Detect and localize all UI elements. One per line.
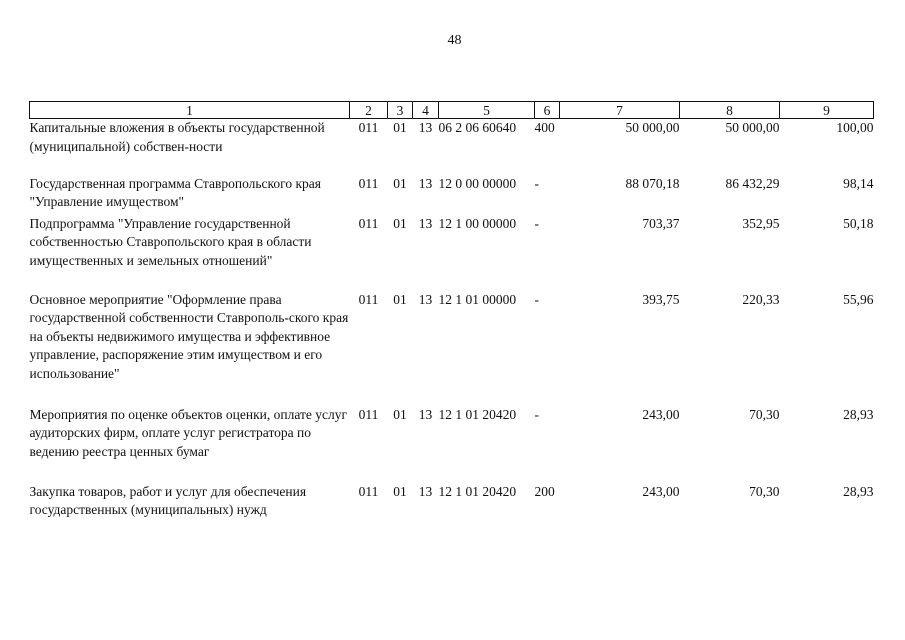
row-subsection-code: 13	[418, 215, 433, 231]
row-subsection-code: 13	[418, 406, 433, 422]
budget-table	[29, 101, 874, 523]
row-expense-kind: 400	[534, 120, 555, 135]
row-target-code: 06 2 06 60640	[438, 120, 517, 135]
row-executed-amount: 352,95	[742, 215, 780, 231]
row-name: Капитальные вложения в объекты государственной (муниципальной) собствен-ности	[29, 120, 325, 154]
row-executed-amount: 70,30	[749, 406, 780, 422]
row-execution-percent: 28,93	[843, 406, 874, 422]
row-section-code: 01	[393, 120, 407, 135]
row-section-code: 01	[393, 291, 407, 307]
row-target-code: 12 1 01 00000	[438, 291, 517, 307]
table-row	[30, 215, 874, 291]
row-planned-amount: 88 070,18	[625, 175, 680, 191]
row-target-code: 12 1 01 20420	[438, 483, 517, 499]
row-target-code: 12 1 01 20420	[438, 406, 517, 422]
column-header-5: 5	[439, 102, 535, 119]
row-planned-amount: 243,00	[642, 483, 680, 499]
column-header-4: 4	[413, 102, 439, 119]
row-subsection-code: 13	[418, 175, 433, 191]
table-row	[30, 175, 874, 215]
column-header-9: 9	[780, 102, 874, 119]
column-number-row	[30, 102, 874, 119]
row-ministry-code: 011	[358, 175, 379, 191]
row-name: Основное мероприятие "Оформление права государственной собственности Ставрополь-ского края на объекты недвижимого имущества и эффективное управление, распоряжение этим имуществом и его использование"	[29, 291, 349, 381]
row-ministry-code: 011	[358, 291, 379, 307]
row-planned-amount: 50 000,00	[625, 120, 680, 135]
table-row	[30, 483, 874, 523]
column-header-1: 1	[30, 102, 350, 119]
row-executed-amount: 86 432,29	[725, 175, 780, 191]
row-execution-percent: 98,14	[843, 175, 874, 191]
row-executed-amount: 220,33	[742, 291, 780, 307]
row-section-code: 01	[393, 215, 407, 231]
row-execution-percent: 50,18	[843, 215, 874, 231]
row-name: Государственная программа Ставропольского края "Управление имуществом"	[29, 175, 321, 209]
row-executed-amount: 70,30	[749, 483, 780, 499]
row-subsection-code: 13	[418, 120, 433, 135]
row-planned-amount: 243,00	[642, 406, 680, 422]
row-name: Подпрограмма "Управление государственной собственностью Ставропольского края в области имущественных и земельных отношений"	[29, 215, 312, 268]
table-row	[30, 119, 874, 175]
column-header-8: 8	[680, 102, 780, 119]
row-name: Закупка товаров, работ и услуг для обеспечения государственных (муниципальных) нужд	[29, 483, 307, 517]
row-execution-percent: 100,00	[836, 120, 874, 135]
row-name: Мероприятия по оценке объектов оценки, оплате услуг аудиторских фирм, оплате услуг регистратора по ведению реестра ценных бумаг	[29, 406, 348, 459]
row-expense-kind: -	[534, 406, 539, 422]
row-expense-kind: -	[534, 215, 539, 231]
row-ministry-code: 011	[358, 406, 379, 422]
row-subsection-code: 13	[418, 291, 433, 307]
row-expense-kind: -	[534, 175, 539, 191]
row-section-code: 01	[393, 175, 407, 191]
column-header-3: 3	[388, 102, 413, 119]
row-ministry-code: 011	[358, 483, 379, 499]
row-section-code: 01	[393, 483, 407, 499]
row-planned-amount: 703,37	[642, 215, 680, 231]
row-ministry-code: 011	[358, 120, 379, 135]
row-execution-percent: 28,93	[843, 483, 874, 499]
row-execution-percent: 55,96	[843, 291, 874, 307]
table-row	[30, 406, 874, 483]
row-target-code: 12 0 00 00000	[438, 175, 517, 191]
column-header-2: 2	[350, 102, 388, 119]
row-target-code: 12 1 00 00000	[438, 215, 517, 231]
page-number: 48	[447, 33, 462, 48]
row-ministry-code: 011	[358, 215, 379, 231]
column-header-6: 6	[535, 102, 560, 119]
row-executed-amount: 50 000,00	[725, 120, 780, 135]
row-expense-kind: -	[534, 291, 539, 307]
column-header-7: 7	[560, 102, 680, 119]
row-expense-kind: 200	[534, 483, 555, 499]
row-planned-amount: 393,75	[642, 291, 680, 307]
row-subsection-code: 13	[418, 483, 433, 499]
table-row	[30, 291, 874, 406]
row-section-code: 01	[393, 406, 407, 422]
